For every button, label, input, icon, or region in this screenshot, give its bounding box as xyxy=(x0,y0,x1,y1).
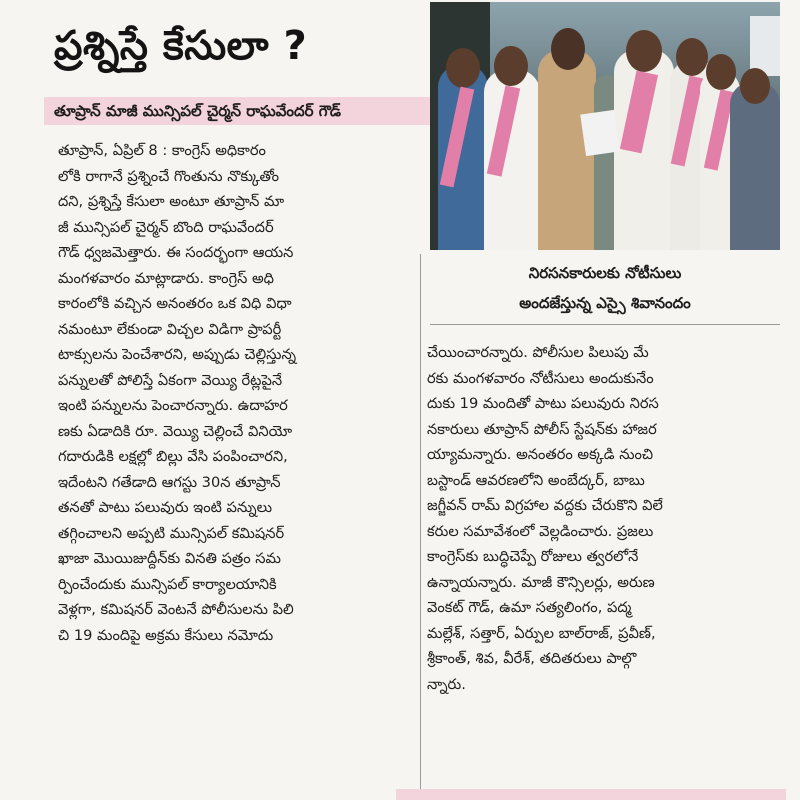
text-line: వెంకట్ గౌడ్, ఉమా సత్యలింగం, పద్మ xyxy=(427,599,632,616)
text-line: మంగళవారం మాట్లాడారు. కాంగ్రెస్ అధి xyxy=(58,269,274,287)
text-line: లోకి రాగానే ప్రశ్నించే గొంతును నొక్కుతోం xyxy=(58,167,280,185)
text-line: జీ మున్సిపల్ చైర్మన్ బొంది రాఘవేందర్ xyxy=(58,218,274,236)
subheadline: తూప్రాన్ మాజీ మున్సిపల్ చైర్మన్ రాఘవేందర్ గౌడ్ xyxy=(44,97,434,125)
photo-head xyxy=(494,46,528,86)
photo-caption-line1: నిరసనకారులకు నోటీసులు xyxy=(528,264,682,282)
photo-head xyxy=(626,30,662,72)
text-line: కాంగ్రెస్‌కు బుద్ధిచెప్పే రోజులు త్వరలోనే xyxy=(427,548,639,565)
text-line: దని, ప్రశ్నిస్తే కేసులా అంటూ తూప్రాన్ మా xyxy=(58,193,285,210)
photo-head xyxy=(740,68,770,104)
text-line: టాక్సులను పెంచేశారని, అప్పుడు చెల్లిస్తున్న xyxy=(58,346,297,363)
text-line: న్నారు. xyxy=(427,675,466,693)
text-line: ఇదేంటని గతేడాది ఆగస్టు 30న తూప్రాన్ xyxy=(58,473,281,491)
text-line: జగ్జీవన్ రామ్ విగ్రహాల వద్దకు చేరుకొని విలే xyxy=(427,497,663,514)
column-divider xyxy=(420,254,421,794)
text-line: చి 19 మందిపై అక్రమ కేసులు నమోదు xyxy=(58,626,274,644)
text-line: ఖాజా మొయిజుద్దీన్‌కు వినతి పత్రం సమ xyxy=(58,550,281,567)
text-line: గౌడ్ ధ్వజమెత్తారు. ఈ సందర్భంగా ఆయన xyxy=(58,244,294,261)
text-line: శ్రీకాంత్, శివ, వీరేశ్, తదితరులు పాల్గొ xyxy=(427,650,637,667)
photo-person xyxy=(730,82,780,250)
text-line: బస్టాండ్ ఆవరణలోని అంబేద్కర్, బాబు xyxy=(427,471,645,489)
text-line: తనతో పాటు పలువురు ఇంటి పన్నులు xyxy=(58,499,272,516)
photo-head xyxy=(446,48,480,88)
text-line: ఇంటి పన్నులను పెంచారన్నారు. ఉదాహర xyxy=(58,397,288,414)
text-line: వెళ్లగా, కమిషనర్ వెంటనే పోలీసులను పిలి xyxy=(58,601,294,618)
text-line: నమంటూ లేకుండా విచ్చల విడిగా ప్రాపర్టీ xyxy=(58,320,282,338)
text-line: నకారులు తూప్రాన్ పోలీస్ స్టేషన్‌కు హాజర xyxy=(427,420,657,438)
text-line: గదారుడికి లక్షల్లో బిల్లు వేసి పంపించారని, xyxy=(58,448,288,465)
photo-head xyxy=(676,38,708,76)
headline: ప్రశ్నిస్తే కేసులా ? xyxy=(54,23,308,69)
text-line: య్యామన్నారు. అనంతరం అక్కడి నుంచి xyxy=(427,446,654,463)
text-line: పన్నులతో పోలిస్తే ఏకంగా వెయ్యి రేట్లపైనే xyxy=(58,371,283,389)
text-line: చేయించారన్నారు. పోలీసుల పిలుపు మే xyxy=(427,344,649,361)
article-body-left xyxy=(58,138,408,648)
text-line: తగ్గించాలని అప్పటి మున్సిపల్ కమిషనర్ xyxy=(58,524,285,542)
text-line: దుకు 19 మందితో పాటు పలువురు నిరస xyxy=(427,395,659,412)
photo-caption-line2: అందజేస్తున్న ఎస్సై శివానందం xyxy=(519,294,691,312)
notice-paper xyxy=(580,110,620,156)
text-line: తూప్రాన్, ఏప్రిల్ 8 : కాంగ్రెస్ అధికారం xyxy=(58,142,266,159)
photo-caption xyxy=(430,258,780,325)
photo-head xyxy=(706,54,736,90)
text-line: మల్లేశ్, సత్తార్, ఏర్పుల బాల్‌రాజ్, ప్రవీణ్, xyxy=(427,624,656,642)
text-line: ర్పించేందుకు మున్సిపల్ కార్యాలయానికి xyxy=(58,575,277,593)
bottom-color-strip xyxy=(396,789,786,800)
text-line: కారంలోకి వచ్చిన అనంతరం ఒక విధి విధా xyxy=(58,295,292,312)
photo-head xyxy=(551,28,585,70)
article-body-right xyxy=(427,340,777,697)
text-line: ణకు ఏడాదికి రూ. వెయ్యి చెల్లించే వినియో xyxy=(58,422,293,440)
text-line: కరుల సమావేశంలో వెల్లడించారు. ప్రజలు xyxy=(427,522,654,540)
text-line: రకు మంగళవారం నోటీసులు అందుకునేం xyxy=(427,369,654,387)
photo-wall-sign xyxy=(750,16,780,76)
text-line: ఉన్నాయన్నారు. మాజీ కౌన్సిలర్లు, అరుణ xyxy=(427,573,655,591)
